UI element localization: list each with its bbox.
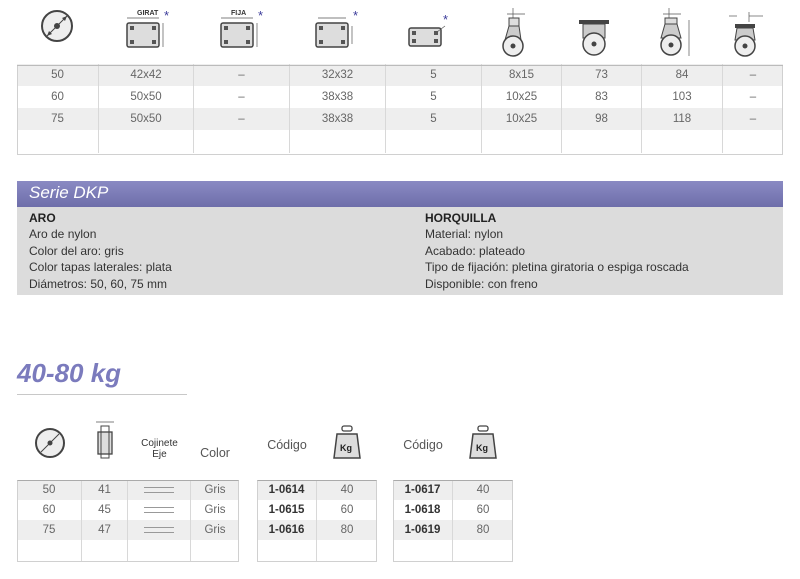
horquilla-line: Tipo de fijación: pletina giratoria o espiga roscada bbox=[425, 260, 689, 275]
wheel-width-icon bbox=[82, 420, 128, 462]
wheel-diameter-icon bbox=[17, 0, 98, 64]
spec-box bbox=[17, 207, 783, 295]
aro-line: Color tapas laterales: plata bbox=[29, 260, 172, 275]
horquilla-heading: HORQUILLA bbox=[425, 211, 497, 225]
girat-label: GIRAT bbox=[136, 10, 159, 17]
fija-label: FIJA bbox=[231, 10, 247, 17]
axle-label: Eje bbox=[152, 449, 167, 460]
swivel-plate-icon bbox=[98, 0, 192, 64]
horquilla-specs bbox=[425, 210, 689, 292]
dimension-table bbox=[17, 0, 783, 153]
svg-text:*: * bbox=[258, 8, 264, 23]
aro-line: Aro de nylon bbox=[29, 227, 97, 242]
color-label: Color bbox=[200, 446, 230, 460]
hole-spacing-icon bbox=[286, 0, 381, 64]
table-row: 1-0615 60 bbox=[257, 500, 377, 520]
weight-icon bbox=[317, 420, 377, 462]
table-row: 75 47 Gris bbox=[17, 520, 239, 540]
serie-title: Serie DKP bbox=[29, 183, 109, 202]
swivel-height-icon bbox=[476, 0, 555, 64]
aro-line: Color del aro: gris bbox=[29, 243, 124, 258]
svg-text:*: * bbox=[442, 12, 448, 27]
horquilla-line: Material: nylon bbox=[425, 227, 504, 242]
bearing-icon bbox=[128, 500, 191, 520]
serie-band bbox=[17, 181, 783, 207]
table-row: 1-0614 40 bbox=[257, 480, 377, 500]
fixed-height-icon bbox=[555, 0, 634, 64]
aro-specs bbox=[29, 210, 172, 292]
code-table-2 bbox=[393, 420, 513, 562]
bearing-icon bbox=[128, 480, 191, 500]
table-row: 60 50x50 – 38x38 5 10x25 83 103 – bbox=[17, 86, 783, 108]
horquilla-line: Acabado: plateado bbox=[425, 243, 526, 258]
table-row: 75 50x50 – 38x38 5 10x25 98 118 – bbox=[17, 108, 783, 130]
table-row: 1-0616 80 bbox=[257, 520, 377, 540]
offset-icon bbox=[714, 0, 783, 64]
wheel-diameter-icon bbox=[17, 420, 82, 462]
aro-line: Diámetros: 50, 60, 75 mm bbox=[29, 276, 168, 291]
bearing-icon bbox=[128, 520, 191, 540]
svg-text:Kg: Kg bbox=[476, 443, 488, 453]
brake-height-icon bbox=[634, 0, 714, 64]
weight-icon bbox=[453, 420, 513, 462]
aro-heading: ARO bbox=[29, 211, 56, 225]
dimension-icon-row bbox=[17, 0, 783, 64]
table-row: 50 42x42 – 32x32 5 8x15 73 84 – bbox=[17, 64, 783, 86]
svg-text:*: * bbox=[163, 8, 169, 23]
bolt-hole-icon bbox=[381, 0, 476, 64]
bearing-label: Cojinete bbox=[141, 438, 178, 449]
fixed-plate-icon bbox=[192, 0, 287, 64]
weight-title: 40-80 kg bbox=[17, 358, 122, 388]
table-row: 50 41 Gris bbox=[17, 480, 239, 500]
horquilla-line: Disponible: con freno bbox=[425, 276, 538, 291]
code-header: Código bbox=[267, 438, 307, 452]
divider bbox=[17, 394, 187, 395]
svg-text:*: * bbox=[352, 8, 358, 23]
table-row-empty bbox=[17, 130, 783, 153]
svg-text:Kg: Kg bbox=[340, 443, 352, 453]
table-row: 60 45 Gris bbox=[17, 500, 239, 520]
table-row: 1-0617 40 bbox=[393, 480, 513, 500]
spec-table bbox=[17, 420, 239, 562]
table-row: 1-0618 60 bbox=[393, 500, 513, 520]
code-table-1 bbox=[257, 420, 377, 562]
table-row: 1-0619 80 bbox=[393, 520, 513, 540]
code-header: Código bbox=[403, 438, 443, 452]
